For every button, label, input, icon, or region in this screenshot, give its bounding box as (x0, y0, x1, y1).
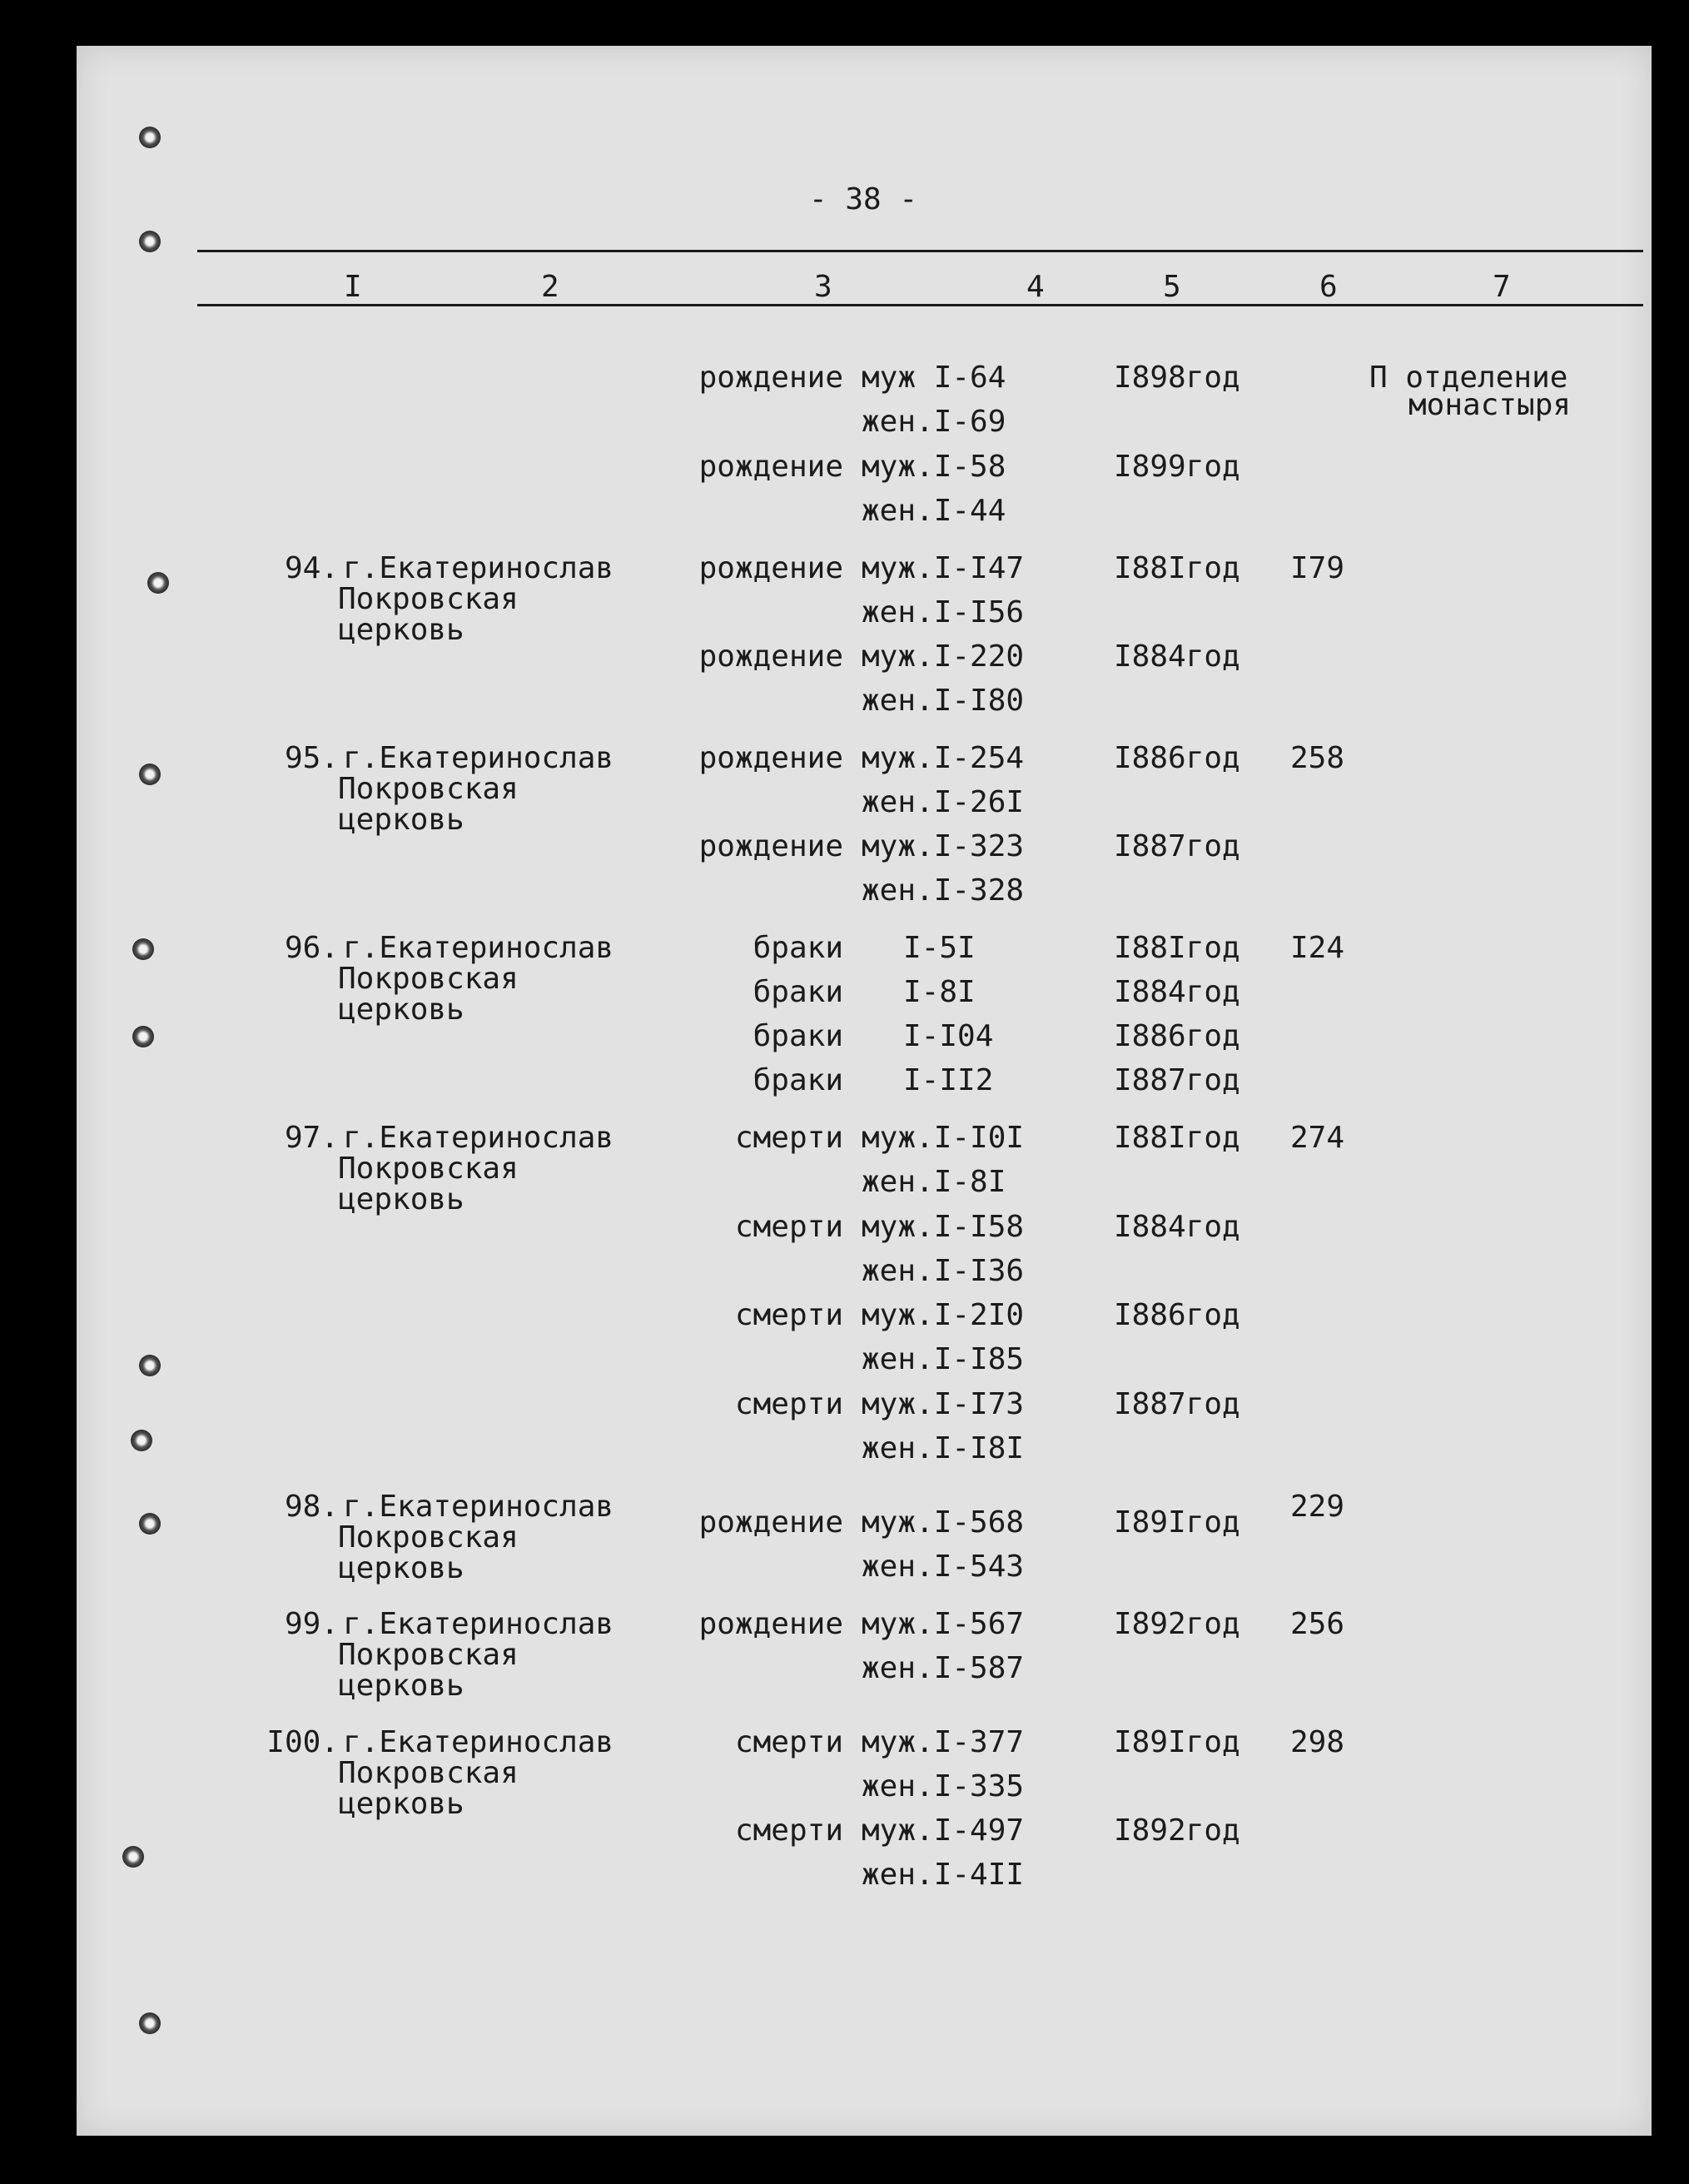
place-line: г.Екатеринослав (343, 741, 614, 775)
record-count: I-8I (903, 975, 976, 1009)
record-year: I884год (1114, 639, 1240, 674)
record-year: I89Iгод (1114, 1725, 1240, 1759)
archive-page: 258 (1290, 741, 1345, 775)
record-type: рождение (698, 551, 843, 585)
place-line: церковь (338, 1787, 464, 1821)
place-line: Покровская (338, 1520, 519, 1555)
place-line: Покровская (338, 772, 519, 806)
record-count: муж.I-377 (862, 1725, 1025, 1759)
record-count: жен.I-8I (862, 1165, 1006, 1199)
record-year: I88Iгод (1114, 551, 1240, 585)
place-line: церковь (338, 1551, 464, 1585)
column-header-5: 5 (1163, 270, 1181, 304)
binder-hole-mark (132, 1026, 154, 1047)
place-line: церковь (338, 803, 464, 837)
record-year: I887год (1114, 1063, 1240, 1097)
record-year: I89Iгод (1114, 1505, 1240, 1540)
binder-hole-mark (122, 1846, 144, 1868)
record-count: муж I-64 (862, 361, 1006, 395)
record-count: муж.I-I58 (862, 1210, 1025, 1244)
entry-number: 99. (284, 1607, 339, 1641)
column-header-3: 3 (814, 270, 832, 304)
record-count: жен.I-587 (862, 1651, 1025, 1685)
entry-number: 95. (284, 741, 339, 775)
binder-hole-mark (132, 938, 154, 960)
record-count: муж.I-I0I (862, 1121, 1025, 1155)
record-type: смерти (734, 1210, 843, 1244)
record-year: I899год (1114, 450, 1240, 484)
record-year: I886год (1114, 1298, 1240, 1332)
record-year: I892год (1114, 1607, 1240, 1641)
record-count: жен.I-328 (862, 873, 1025, 908)
place-line: г.Екатеринослав (343, 931, 614, 965)
entry-number: 98. (284, 1490, 339, 1524)
record-type: смерти (734, 1725, 843, 1759)
record-count: I-I04 (903, 1019, 994, 1053)
column-header-2: 2 (541, 270, 559, 304)
record-count: муж.I-567 (862, 1607, 1025, 1641)
place-line: Покровская (338, 1152, 519, 1186)
archive-page: 256 (1290, 1607, 1345, 1641)
record-year: I892год (1114, 1813, 1240, 1848)
entry-number: 96. (284, 931, 339, 965)
record-count: жен.I-I8I (862, 1431, 1025, 1465)
remark-line: П отделение (1369, 361, 1568, 395)
entry-number: 94. (284, 551, 339, 585)
record-type: смерти (734, 1387, 843, 1421)
binder-hole-mark (139, 127, 161, 148)
record-year: I88Iгод (1114, 1121, 1240, 1155)
archive-page: I24 (1290, 931, 1345, 965)
binder-hole-mark (139, 764, 161, 785)
record-count: жен.I-4II (862, 1858, 1025, 1892)
record-count: муж.I-497 (862, 1813, 1025, 1848)
record-count: жен.I-I56 (862, 595, 1025, 629)
place-line: Покровская (338, 582, 519, 616)
record-year: I884год (1114, 975, 1240, 1009)
archive-page: I79 (1290, 551, 1345, 585)
record-count: I-5I (903, 931, 976, 965)
column-header-7: 7 (1493, 270, 1511, 304)
column-header-6: 6 (1319, 270, 1338, 304)
page-number: - 38 - (809, 182, 918, 216)
record-count: муж.I-58 (862, 450, 1006, 484)
column-header-4: 4 (1026, 270, 1045, 304)
place-line: церковь (338, 1669, 464, 1703)
record-type: смерти (734, 1121, 843, 1155)
record-count: муж.I-254 (862, 741, 1025, 775)
binder-hole-mark (139, 1355, 161, 1376)
record-count: жен.I-69 (862, 405, 1006, 439)
record-type: рождение (698, 829, 843, 863)
binder-hole-mark (139, 2012, 161, 2034)
record-count: жен.I-I80 (862, 684, 1025, 718)
record-year: I88Iгод (1114, 931, 1240, 965)
place-line: церковь (338, 613, 464, 647)
place-line: Покровская (338, 962, 519, 996)
place-line: г.Екатеринослав (343, 1607, 614, 1641)
record-count: жен.I-44 (862, 494, 1006, 528)
record-year: I898год (1114, 361, 1240, 395)
record-count: муж.I-I47 (862, 551, 1025, 585)
entry-number: I00. (266, 1725, 339, 1759)
archive-page: 229 (1290, 1490, 1345, 1524)
record-year: I886год (1114, 1019, 1240, 1053)
record-year: I887год (1114, 1387, 1240, 1421)
archive-page: 274 (1290, 1121, 1345, 1155)
place-line: г.Екатеринослав (343, 551, 614, 585)
record-type: смерти (734, 1298, 843, 1332)
record-count: жен.I-335 (862, 1769, 1025, 1803)
record-type: рождение (698, 1607, 843, 1641)
record-type: рождение (698, 450, 843, 484)
record-type: рождение (698, 1505, 843, 1540)
place-line: Покровская (338, 1756, 519, 1790)
place-line: Покровская (338, 1638, 519, 1672)
record-count: жен.I-I36 (862, 1254, 1025, 1288)
record-count: жен.I-543 (862, 1550, 1025, 1584)
binder-hole-mark (139, 1513, 161, 1535)
record-count: муж.I-2I0 (862, 1298, 1025, 1332)
record-type: браки (753, 1063, 843, 1097)
record-type: смерти (734, 1813, 843, 1848)
entry-number: 97. (284, 1121, 339, 1155)
binder-hole-mark (131, 1430, 152, 1451)
header-rule-bottom (197, 304, 1643, 306)
record-type: рождение (698, 361, 843, 395)
record-count: муж.I-I73 (862, 1387, 1025, 1421)
column-header-1: I (344, 270, 362, 304)
record-count: муж.I-220 (862, 639, 1025, 674)
record-type: рождение (698, 741, 843, 775)
record-year: I886год (1114, 741, 1240, 775)
place-line: церковь (338, 1182, 464, 1216)
document-page (77, 46, 1652, 2136)
place-line: г.Екатеринослав (343, 1725, 614, 1759)
record-type: браки (753, 975, 843, 1009)
place-line: церковь (338, 993, 464, 1027)
record-year: I884год (1114, 1210, 1240, 1244)
record-count: жен.I-26I (862, 785, 1025, 819)
place-line: г.Екатеринослав (343, 1490, 614, 1524)
record-count: I-II2 (903, 1063, 994, 1097)
remark-line: монастыря (1408, 388, 1572, 422)
record-count: жен.I-I85 (862, 1342, 1025, 1376)
record-type: рождение (698, 639, 843, 674)
place-line: г.Екатеринослав (343, 1121, 614, 1155)
binder-hole-mark (139, 231, 161, 252)
record-count: муж.I-323 (862, 829, 1025, 863)
binder-hole-mark (147, 572, 169, 594)
record-type: браки (753, 931, 843, 965)
header-rule-top (197, 250, 1643, 252)
record-type: браки (753, 1019, 843, 1053)
record-count: муж.I-568 (862, 1505, 1025, 1540)
archive-page: 298 (1290, 1725, 1345, 1759)
record-year: I887год (1114, 829, 1240, 863)
